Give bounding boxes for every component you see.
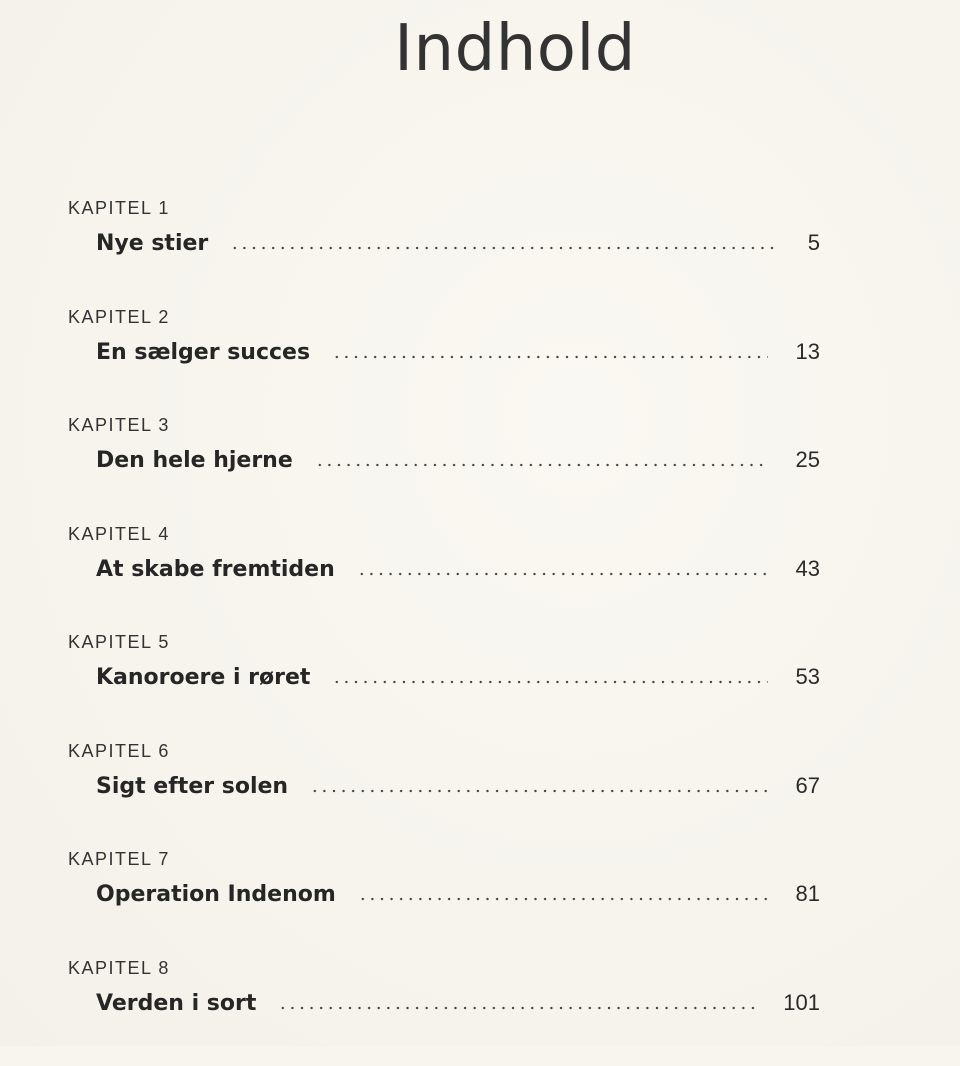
page-number: 53 bbox=[796, 664, 820, 690]
chapter-title: Operation Indenom bbox=[96, 882, 336, 907]
dot-leader bbox=[357, 572, 768, 576]
toc-line bbox=[96, 230, 820, 256]
chapter-label: KAPITEL 1 bbox=[68, 198, 170, 219]
toc-line bbox=[96, 664, 820, 690]
chapter-label: KAPITEL 4 bbox=[68, 524, 170, 545]
chapter-title: En sælger succes bbox=[96, 340, 310, 365]
chapter-label: KAPITEL 5 bbox=[68, 632, 170, 653]
toc-entry-2 bbox=[0, 307, 960, 416]
table-of-contents bbox=[0, 198, 960, 1066]
toc-line bbox=[96, 990, 820, 1016]
dot-leader bbox=[278, 1006, 755, 1010]
toc-entry-7 bbox=[0, 849, 960, 958]
toc-entry-8 bbox=[0, 958, 960, 1066]
chapter-title: Den hele hjerne bbox=[96, 448, 293, 473]
dot-leader bbox=[315, 463, 768, 467]
toc-line bbox=[96, 881, 820, 907]
dot-leader bbox=[332, 355, 767, 359]
toc-entry-3 bbox=[0, 415, 960, 524]
chapter-label: KAPITEL 2 bbox=[68, 307, 170, 328]
dot-leader bbox=[230, 246, 779, 250]
chapter-title: Nye stier bbox=[96, 231, 208, 256]
toc-line bbox=[96, 447, 820, 473]
page-number: 81 bbox=[796, 881, 820, 907]
chapter-title: Sigt efter solen bbox=[96, 774, 288, 799]
chapter-title: At skabe fremtiden bbox=[96, 557, 335, 582]
toc-line bbox=[96, 339, 820, 365]
chapter-title: Verden i sort bbox=[96, 991, 256, 1016]
toc-entry-6 bbox=[0, 741, 960, 850]
dot-leader bbox=[358, 897, 768, 901]
toc-entry-5 bbox=[0, 632, 960, 741]
page-number: 101 bbox=[783, 990, 820, 1016]
toc-line bbox=[96, 556, 820, 582]
chapter-label: KAPITEL 7 bbox=[68, 849, 170, 870]
dot-leader bbox=[310, 789, 767, 793]
chapter-title: Kanoroere i røret bbox=[96, 665, 310, 690]
dot-leader bbox=[332, 680, 767, 684]
page-number: 67 bbox=[796, 773, 820, 799]
page-number: 13 bbox=[796, 339, 820, 365]
toc-entry-4 bbox=[0, 524, 960, 633]
toc-line bbox=[96, 773, 820, 799]
chapter-label: KAPITEL 3 bbox=[68, 415, 170, 436]
page-title: Indhold bbox=[0, 12, 960, 86]
page-number: 5 bbox=[808, 230, 820, 256]
chapter-label: KAPITEL 6 bbox=[68, 741, 170, 762]
chapter-label: KAPITEL 8 bbox=[68, 958, 170, 979]
toc-entry-1 bbox=[0, 198, 960, 307]
page-number: 43 bbox=[796, 556, 820, 582]
page-number: 25 bbox=[796, 447, 820, 473]
